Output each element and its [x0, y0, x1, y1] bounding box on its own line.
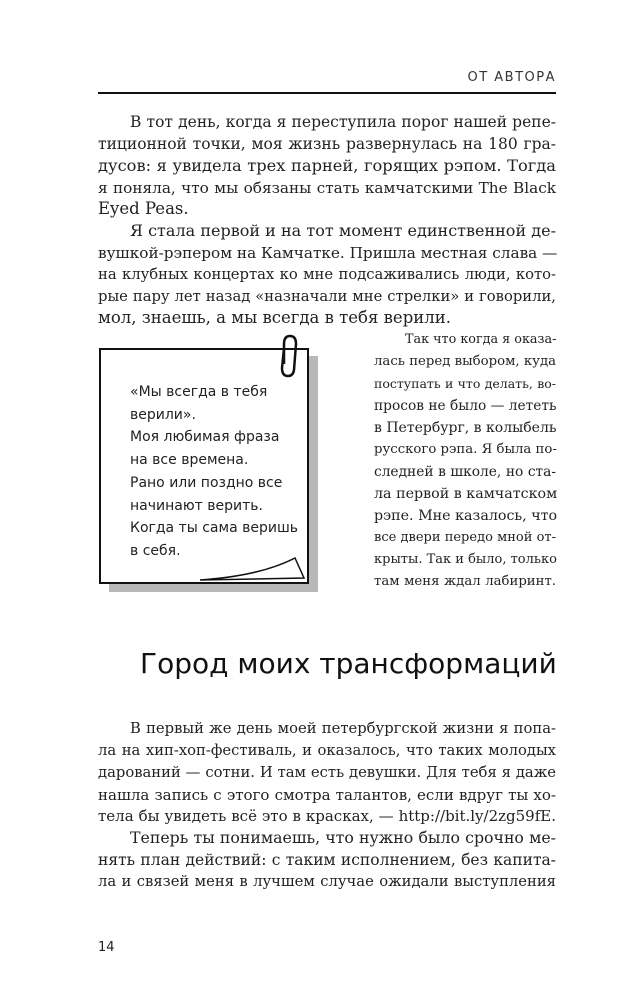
text-line: просов не было — лететь — [374, 398, 557, 414]
note-line: Рано или поздно все — [130, 474, 283, 491]
text-line: лась перед выбором, куда — [374, 354, 556, 369]
text-line: все двери передо мной от- — [374, 530, 556, 545]
text-line: ла на хип-хоп-фестиваль, и оказалось, что таких молодых — [98, 742, 556, 759]
note-line: начинают верить. — [130, 497, 263, 514]
section-heading: Город моих трансформаций — [140, 647, 557, 680]
page-number: 14 — [98, 940, 115, 955]
text-line: крыты. Так и было, только — [374, 552, 557, 567]
text-line: мол, знаешь, а мы всегда в тебя верили. — [98, 308, 451, 327]
text-line: на клубных концертах ко мне подсаживались люди, кото- — [98, 266, 556, 283]
text-line: В первый же день моей петербургской жизни я попа- — [130, 720, 556, 737]
text-line: в Петербург, в колыбель — [374, 420, 557, 436]
text-line: Теперь ты понимаешь, что нужно было срочно ме- — [130, 828, 556, 847]
text-line: вушкой-рэпером на Камчатке. Пришла местная слава — — [98, 244, 558, 262]
note-text — [130, 381, 298, 563]
note-line: верили». — [130, 406, 196, 423]
note-line: Когда ты сама веришь — [130, 520, 299, 537]
text-line: нашла запись с этого смотра талантов, если вдруг ты хо- — [98, 786, 556, 804]
text-line: поступать и что делать, во- — [374, 376, 556, 391]
text-line: я поняла, что мы обязаны стать камчатскими The Black — [98, 179, 556, 197]
note-line: «Мы всегда в тебя — [130, 384, 268, 400]
text-line: Я стала первой и на тот момент единственной де- — [130, 221, 556, 240]
paperclip-icon — [278, 334, 300, 378]
text-line: ла первой в камчатском — [374, 486, 558, 502]
text-line: нять план действий: с таким исполнением, без капита- — [98, 851, 556, 869]
text-line: тиционной точки, моя жизнь развернулась на 180 гра- — [98, 135, 556, 153]
running-header: ОТ АВТОРА — [467, 70, 556, 85]
text-line: Eyed Peas. — [98, 199, 189, 218]
text-line: следней в школе, но ста- — [374, 464, 556, 480]
text-line: русского рэпа. Я была по- — [374, 442, 557, 457]
note-line: в себя. — [130, 542, 181, 559]
text-line: дусов: я увидела трех парней, горящих рэпом. Тогда — [98, 156, 556, 175]
text-line: Так что когда я оказа- — [405, 332, 557, 347]
note-line: на все времена. — [130, 452, 249, 469]
note-line: Моя любимая фраза — [130, 429, 280, 446]
text-line: ла и связей меня в лучшем случае ожидали выступления — [98, 873, 556, 890]
text-line: тела бы увидеть всё это в красках, — http://bit.ly/2zg59fE. — [98, 807, 556, 825]
text-line: рые пару лет назад «назначали мне стрелки» и говорили, — [98, 288, 556, 305]
header-rule — [98, 92, 556, 94]
text-line: там меня ждал лабиринт. — [374, 574, 556, 589]
text-line: рэпе. Мне казалось, что — [374, 508, 558, 524]
text-line: дарований — сотни. И там есть девушки. Для тебя я даже — [98, 764, 556, 781]
text-line: В тот день, когда я переступила порог нашей репе- — [130, 113, 556, 131]
